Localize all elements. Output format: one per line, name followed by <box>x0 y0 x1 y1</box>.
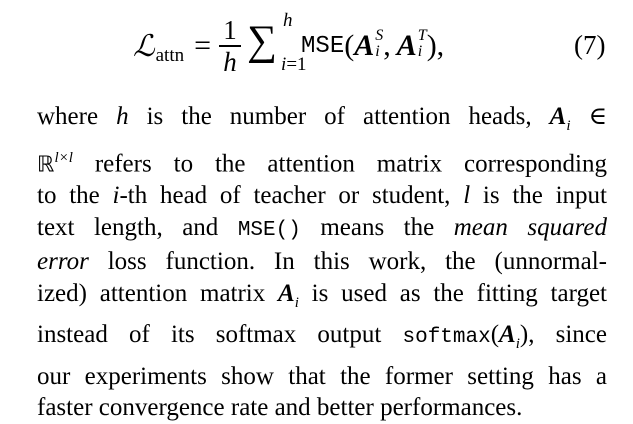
softmax-code: softmax <box>402 326 491 350</box>
text: where <box>37 103 117 130</box>
text: means the <box>300 213 454 241</box>
subscript-i: i <box>515 336 520 353</box>
loss-subscript: attn <box>155 45 185 66</box>
fraction-numerator: 1 <box>223 15 237 46</box>
equation-block <box>0 0 633 84</box>
text: is the number of attention heads, <box>128 103 550 130</box>
paragraph-line-1 <box>37 101 607 143</box>
fraction-denominator: h <box>223 46 237 77</box>
paragraph-line-5 <box>37 246 607 278</box>
emphasis: error <box>37 248 89 276</box>
sum-index: i <box>281 54 287 75</box>
teacher-scripts <box>418 28 427 60</box>
mse-function: MSE <box>301 32 345 60</box>
text: text length, and <box>37 213 238 241</box>
var-l: l <box>463 182 471 210</box>
comma: , <box>383 29 391 62</box>
paragraph-line-6 <box>37 278 607 320</box>
text: , since <box>528 321 607 349</box>
matrix-A: A <box>499 321 516 349</box>
sum-upper-limit: h <box>283 10 293 31</box>
sum-start: =1 <box>286 54 307 75</box>
dimension-superscript: l×l <box>54 149 73 166</box>
close-paren: ), <box>426 29 445 62</box>
body-paragraph <box>37 101 607 424</box>
fraction <box>219 15 241 77</box>
subscript-i: i <box>566 118 571 134</box>
var-i: i <box>112 182 120 210</box>
matrix-A: A <box>278 279 295 307</box>
paragraph-line-3 <box>37 180 607 212</box>
reals-symbol: ℝ <box>37 151 55 177</box>
text: is used as the fitting target <box>298 279 607 307</box>
paren: ( <box>490 321 500 349</box>
element-of: ∈ <box>570 103 607 130</box>
equation-number: (7) <box>574 30 606 60</box>
student-subscript: i <box>375 43 380 60</box>
loss-symbol: ℒ <box>133 28 155 64</box>
paragraph-line-7 <box>37 319 607 361</box>
paragraph-line-2 <box>37 143 607 181</box>
sum-symbol: ∑ <box>247 18 277 64</box>
text: -th head of teacher or student, <box>119 182 464 210</box>
paragraph-line-9: faster convergence rate and better performances. <box>37 394 523 422</box>
sum-lower-limit <box>281 54 307 76</box>
subscript-i: i <box>294 294 299 311</box>
text: to the <box>37 182 113 210</box>
open-paren: ( <box>344 29 355 62</box>
var-h: h <box>116 103 129 130</box>
student-scripts <box>375 28 383 60</box>
text: ized) attention matrix <box>37 279 279 307</box>
paragraph-line-8: our experiments show that the former setting has a <box>37 362 607 390</box>
paragraph-line-4 <box>37 212 607 247</box>
teacher-superscript: T <box>417 27 427 44</box>
student-superscript: S <box>375 27 384 44</box>
equation-7 <box>133 8 444 84</box>
text: loss function. In this work, the (unnormal- <box>88 248 607 276</box>
emphasis: mean squared <box>453 213 607 241</box>
attention-matrix-student: A <box>354 29 375 62</box>
text: instead of its softmax output <box>37 321 403 349</box>
attention-matrix-teacher: A <box>396 29 417 62</box>
mse-code: MSE() <box>237 218 301 242</box>
text: is the input <box>470 182 607 210</box>
matrix-A: A <box>549 103 567 130</box>
text: refers to the attention matrix corresponding <box>72 149 607 177</box>
teacher-subscript: i <box>417 43 423 60</box>
summation <box>247 10 307 76</box>
equals-sign: = <box>194 29 212 62</box>
paren: ) <box>519 321 529 349</box>
